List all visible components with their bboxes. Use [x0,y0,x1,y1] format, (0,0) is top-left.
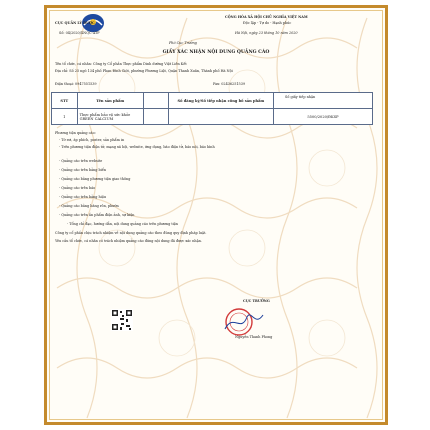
cell-empty [143,109,168,125]
document-number: Số: 04/2020/XNQC-ATP [59,31,100,35]
fax-line: Fax: 02436251539 [213,82,246,86]
republic-heading: CỘNG HÒA XÃ HỘI CHỦ NGHĨA VIỆT NAM [225,15,308,19]
table-header-row [52,93,373,109]
official-stamp-icon [215,307,267,337]
body-line: - Quảng cáo trên ấn phẩm điện ảnh, sự kiện [59,213,135,217]
agency-name: CỤC QUẢN LÝ DƯỢC [55,21,95,25]
cell-stt: 1 [52,109,78,125]
signer-name: Nguyễn Thanh Phong [235,335,273,339]
body-line: - Trên phương tiện điện tử, mạng xã hội, website, ứng dụng, báo điện tử, báo nói, báo hình [59,145,215,149]
body-line: - Quảng cáo trên báo [59,186,96,190]
body-line: - Tờ rơi, áp phích, poster, sản phẩm in [59,138,125,142]
signer-role: CỤC TRƯỞNG [243,299,270,303]
table-row [52,109,373,125]
body-line: - Quảng cáo trên bảng hiệu [59,195,107,199]
header-empty [143,93,168,109]
document-sheet [10,2,420,428]
body-line: - Quảng cáo bằng băng rôn, phướn [59,204,119,208]
cell-registration [168,109,273,125]
issue-date: Hà Nội, ngày 23 tháng 10 năm 2020 [235,31,298,35]
body-line: Yêu cầu tổ chức, cá nhân có trách nhiệm quảng cáo đúng nội dung đã được xác nhận. [55,239,202,243]
qr-code-icon [111,309,133,331]
cell-product-name: Thực phẩm bảo vệ sức khỏe GREEN CALCIUM [77,109,143,125]
org-name-line: Tên tổ chức, cá nhân: Công ty Cổ phần Thực phẩm Dinh dưỡng Việt Liên Kết [55,62,187,66]
issuer-line: Phó Cục Trưởng [169,41,197,45]
header-registration: Số đăng ký/Số tiếp nhận công bố sản phẩm [168,93,273,109]
body-line: Phương tiện quảng cáo: [55,131,96,135]
phone-line: Điện thoại: 0947551539 [55,82,97,86]
body-line: Công ty cổ phần chịu trách nhiệm về nội dung quảng cáo theo đúng quy định pháp luật. [55,231,207,235]
header-product-name: Tên sản phẩm [77,93,143,109]
address-line: Địa chỉ: Số 25 ngõ 134 phố Phan Đình Giót, phường Phương Liệt, Quận Thanh Xuân, Thành phố Hà Nội [55,69,233,73]
document-frame [44,5,388,425]
body-line: - Quảng cáo trên website [59,159,103,163]
cell-receipt-number: 5500/2020/ĐKSP [273,109,372,125]
body-line: - Tổng chỉ đạo, hướng dẫn, nội dung quảng cáo trên phương tiện [67,222,178,226]
body-line: - Quảng cáo trên bảng biển [59,168,107,172]
header-receipt-label: Số giấy tiếp nhận [285,95,316,99]
document-title: GIẤY XÁC NHẬN NỘI DUNG QUẢNG CÁO [162,50,270,55]
motto: Độc lập - Tự do - Hạnh phúc [243,21,292,25]
product-table [51,92,373,125]
body-line: - Quảng cáo bằng phương tiện giao thông [59,177,131,181]
header-stt: STT [52,93,78,109]
